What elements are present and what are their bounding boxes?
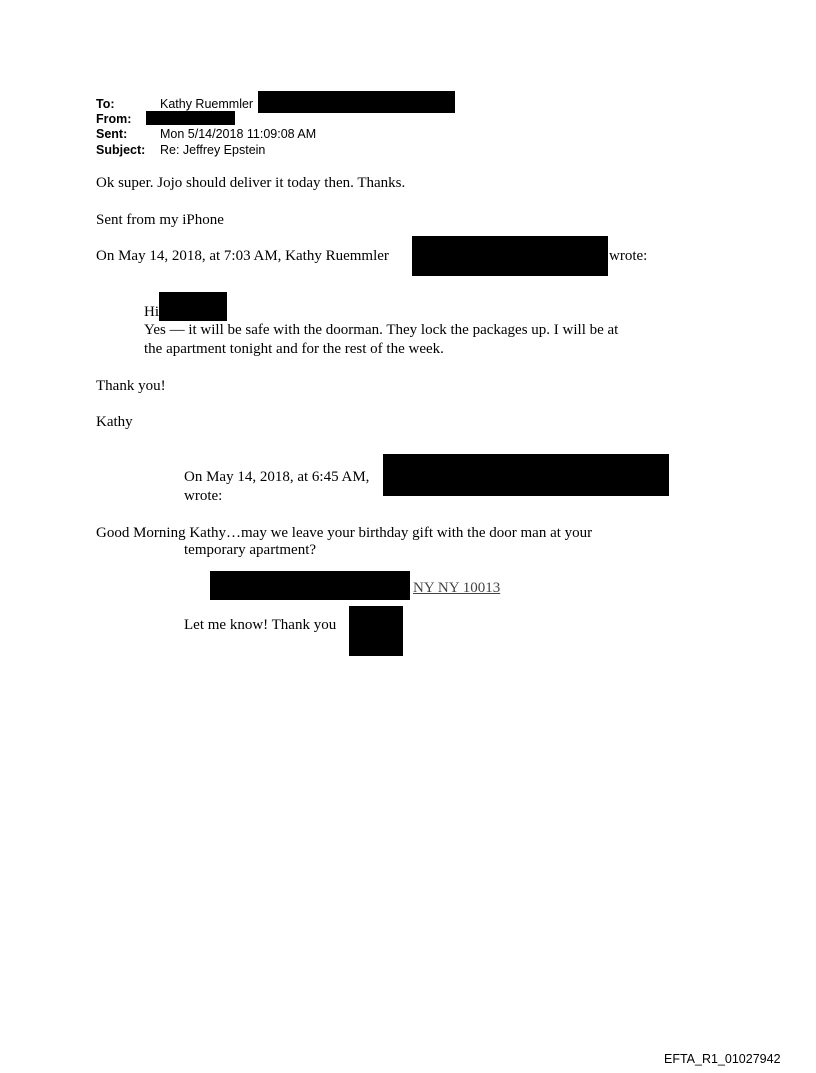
quote-wrote: wrote: xyxy=(609,248,648,264)
quote-line: Let me know! Thank you xyxy=(184,617,337,633)
quote-line: Yes — it will be safe with the doorman. They lock the packages up. I will be at xyxy=(144,322,619,338)
redaction-box xyxy=(412,236,608,276)
sender-name: Kathy xyxy=(96,414,133,430)
quote-line: the apartment tonight and for the rest of the week. xyxy=(144,341,444,357)
thank-you-line: Thank you! xyxy=(96,378,166,394)
address-link[interactable]: NY NY 10013 xyxy=(413,580,501,596)
quote-intro: On May 14, 2018, at 6:45 AM, xyxy=(184,469,370,485)
redaction-box xyxy=(349,606,403,656)
document-id: EFTA_R1_01027942 xyxy=(664,1052,781,1066)
signature-line: Sent from my iPhone xyxy=(96,212,224,228)
body-line: Ok super. Jojo should deliver it today then. Thanks. xyxy=(96,175,406,191)
quote-line: temporary apartment? xyxy=(184,542,317,558)
subject-label: Subject: xyxy=(96,143,146,157)
redaction-box xyxy=(210,571,410,600)
from-label: From: xyxy=(96,112,132,126)
redaction-box xyxy=(159,292,227,321)
sent-label: Sent: xyxy=(96,127,128,141)
quote-intro: On May 14, 2018, at 7:03 AM, Kathy Ruemmler xyxy=(96,248,389,264)
greeting: Hi xyxy=(144,304,159,320)
quote-wrote: wrote: xyxy=(184,488,223,504)
to-value: Kathy Ruemmler xyxy=(160,97,254,111)
to-label: To: xyxy=(96,97,115,111)
redaction-box xyxy=(258,91,455,113)
sent-value: Mon 5/14/2018 11:09:08 AM xyxy=(160,127,317,141)
quote-line: Good Morning Kathy…may we leave your birthday gift with the door man at your xyxy=(96,525,593,541)
redaction-box xyxy=(383,454,669,496)
subject-value: Re: Jeffrey Epstein xyxy=(160,143,266,157)
redaction-box xyxy=(146,111,235,125)
